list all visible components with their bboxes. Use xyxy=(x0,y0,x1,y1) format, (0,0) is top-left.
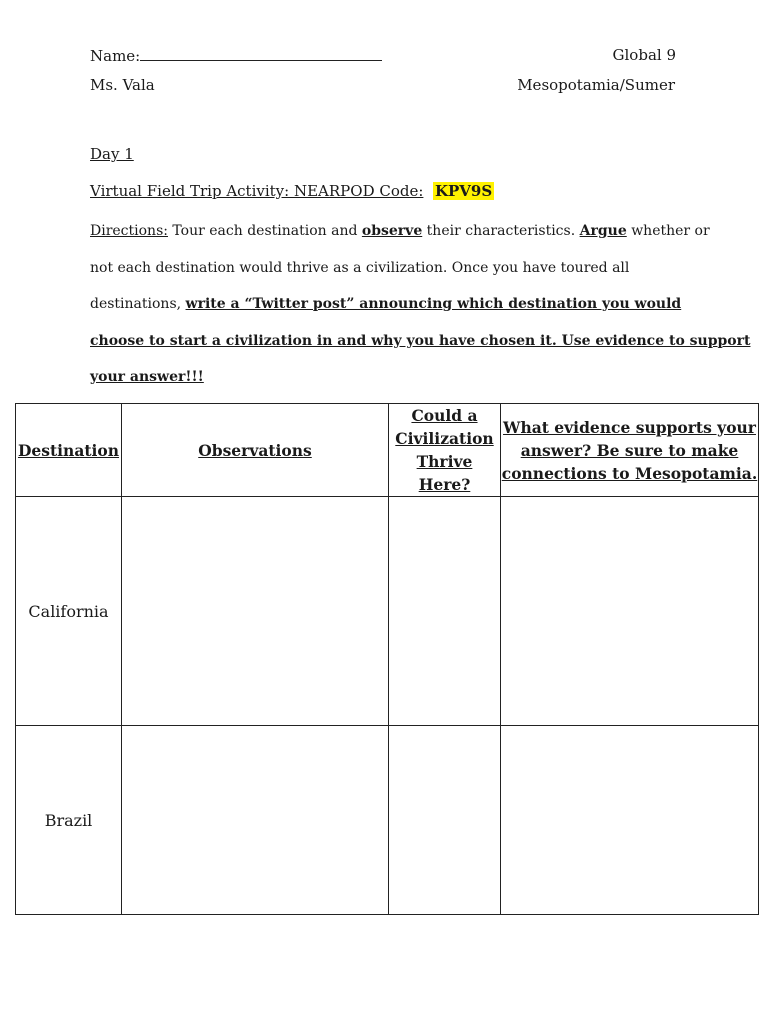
course-name: Global 9 xyxy=(612,46,676,64)
header-observations: Observations xyxy=(122,404,389,497)
teacher-name: Ms. Vala xyxy=(90,76,155,94)
directions-line-3: destinations, write a “Twitter post” announcing which destination you would xyxy=(90,296,682,312)
table-row xyxy=(16,726,759,915)
name-blank-line[interactable] xyxy=(140,46,382,61)
directions-label: Directions: xyxy=(90,223,168,239)
observations-cell[interactable] xyxy=(122,726,389,915)
directions-line-2: not each destination would thrive as a civilization. Once you have toured all xyxy=(90,259,630,276)
unit-name: Mesopotamia/Sumer xyxy=(517,76,675,94)
observe-keyword: observe xyxy=(361,223,423,239)
day-heading: Day 1 xyxy=(90,145,134,163)
could-thrive-cell[interactable] xyxy=(389,497,501,726)
could-thrive-cell[interactable] xyxy=(389,726,501,915)
directions-paragraph xyxy=(90,213,751,396)
header-could-thrive: Could a Civilization Thrive Here? xyxy=(389,404,501,497)
table-header-row xyxy=(16,404,759,497)
activity-heading xyxy=(90,182,494,200)
evidence-cell[interactable] xyxy=(501,497,759,726)
destination-cell: Brazil xyxy=(16,726,122,915)
evidence-cell[interactable] xyxy=(501,726,759,915)
directions-line-4: choose to start a civilization in and why you have chosen it. Use evidence to support xyxy=(90,332,751,349)
directions-line-5: your answer!!! xyxy=(90,369,204,385)
directions-line-1: Directions: Tour each destination and observe their characteristics. Argue whether or xyxy=(90,223,710,239)
header-destination: Destination xyxy=(16,404,122,497)
argue-keyword: Argue xyxy=(579,223,627,239)
field-trip-table xyxy=(15,403,759,915)
header-evidence: What evidence supports your answer? Be sure to make connections to Mesopotamia. xyxy=(501,404,759,497)
nearpod-code: KPV9S xyxy=(434,182,493,200)
activity-title: Virtual Field Trip Activity: NEARPOD Code: xyxy=(90,182,424,200)
table-row xyxy=(16,497,759,726)
observations-cell[interactable] xyxy=(122,497,389,726)
destination-cell: California xyxy=(16,497,122,726)
name-label: Name: xyxy=(90,47,141,65)
name-field[interactable] xyxy=(90,46,382,65)
